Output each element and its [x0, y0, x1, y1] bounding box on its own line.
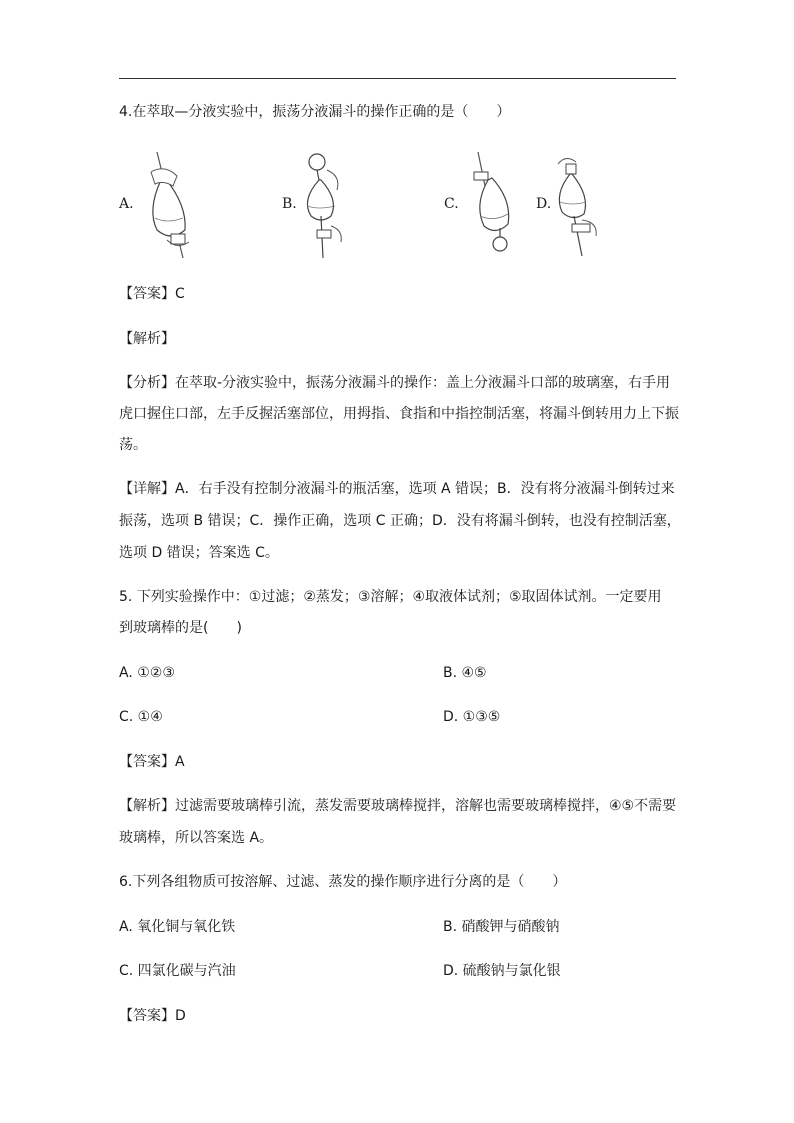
q6-option-a: A. 氧化铜与氧化铁 [119, 919, 236, 935]
q4-option-a-figure [137, 150, 197, 260]
q5-option-a: A. ①②③ [119, 665, 175, 681]
q6-answer: 【答案】D [119, 1008, 186, 1024]
q4-stem: 4.在萃取—分液实验中，振荡分液漏斗的操作正确的是（ ） [119, 104, 511, 120]
q4-fenxi-line-3: 荡。 [119, 437, 147, 453]
q5-analysis-line-1: 【解析】过滤需要玻璃棒引流，蒸发需要玻璃棒搅拌，溶解也需要玻璃棒搅拌，④⑤不需要 [119, 798, 677, 814]
q4-option-a-label: A. [119, 196, 134, 212]
q5-option-d: D. ①③⑤ [443, 709, 501, 725]
q4-option-b-label: B. [282, 196, 297, 212]
q4-analysis-title: 【解析】 [119, 331, 175, 347]
q4-xiangjie-line-2: 振荡，选项 B 错误；C．操作正确，选项 C 正确；D．没有将漏斗倒转，也没有控制活塞， [119, 513, 681, 529]
q4-answer: 【答案】C [119, 286, 185, 302]
q4-xiangjie-line-3: 选项 D 错误；答案选 C。 [119, 545, 279, 561]
q5-stem-line-1: 5. 下列实验操作中：①过滤；②蒸发；③溶解；④取液体试剂；⑤取固体试剂。一定要用 [119, 589, 662, 605]
q6-stem: 6.下列各组物质可按溶解、过滤、蒸发的操作顺序进行分离的是（ ） [119, 874, 567, 890]
q4-xiangjie-line-1: 【详解】A．右手没有控制分液漏斗的瓶活塞，选项 A 错误；B．没有将分液漏斗倒转过来 [119, 481, 675, 497]
q4-option-c-figure [460, 150, 520, 260]
q6-option-b: B. 硝酸钾与硝酸钠 [443, 919, 560, 935]
q4-option-c-label: C. [444, 196, 459, 212]
q4-option-b-figure [297, 150, 357, 260]
q4-fenxi-line-2: 虎口握住口部，左手反握活塞部位，用拇指、食指和中指控制活塞，将漏斗倒转用力上下振 [119, 406, 679, 422]
header-rule [119, 78, 676, 79]
q5-stem-line-2: 到玻璃棒的是( ) [119, 620, 242, 636]
q6-option-c: C. 四氯化碳与汽油 [119, 963, 236, 979]
q4-option-d-figure [552, 150, 612, 260]
q5-analysis-line-2: 玻璃棒，所以答案选 A。 [119, 830, 274, 846]
q5-answer: 【答案】A [119, 754, 185, 770]
q6-option-d: D. 硫酸钠与氯化银 [443, 963, 561, 979]
q4-fenxi-line-1: 【分析】在萃取-分液实验中，振荡分液漏斗的操作：盖上分液漏斗口部的玻璃塞，右手用 [119, 375, 671, 391]
q5-option-b: B. ④⑤ [443, 665, 487, 681]
q4-option-d-label: D. [536, 196, 552, 212]
q5-option-c: C. ①④ [119, 709, 163, 725]
